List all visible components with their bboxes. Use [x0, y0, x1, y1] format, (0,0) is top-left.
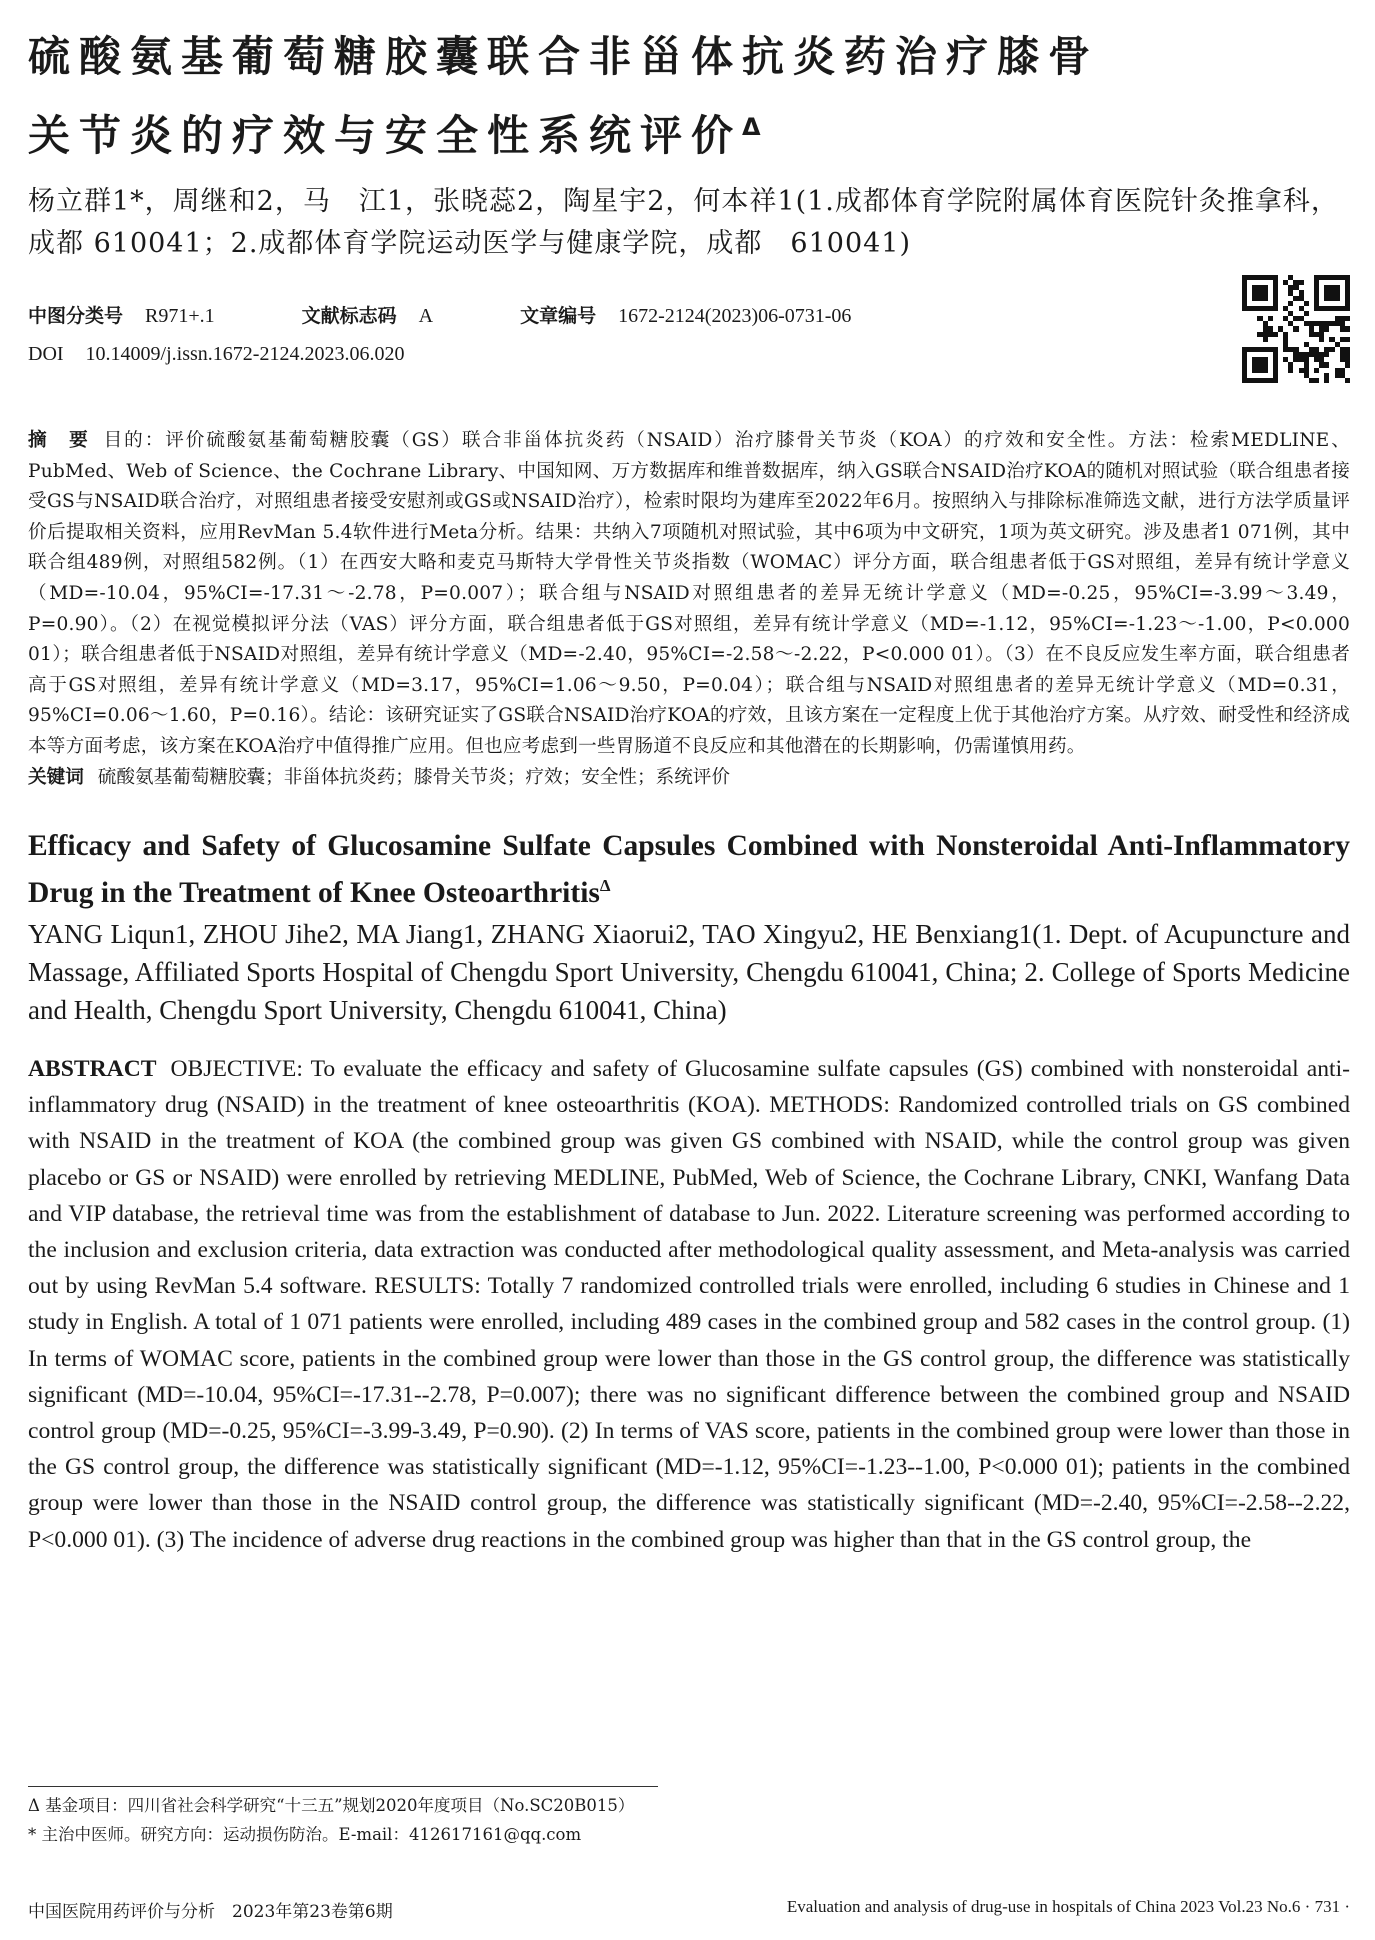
- english-abstract: [28, 1051, 1350, 1558]
- footnote-funding: Δ 基金项目：四川省社会科学研究“十三五”规划2020年度项目（No.SC20B015）: [28, 1796, 635, 1815]
- footnote-divider: [28, 1786, 658, 1787]
- chinese-title-line1: 硫酸氨基葡萄糖胶囊联合非甾体抗炎药治疗膝骨: [28, 32, 1100, 81]
- clc-label: 中图分类号: [28, 305, 124, 327]
- keywords-text: 硫酸氨基葡萄糖胶囊；非甾体抗炎药；膝骨关节炎；疗效；安全性；系统评价: [97, 766, 730, 788]
- article-no-value: 1672-2124(2023)06-0731-06: [618, 305, 852, 327]
- english-authors: YANG Liqun1, ZHOU Jihe2, MA Jiang1, ZHANG Xiaorui2, TAO Xingyu2, HE Benxiang1(1. Dept. of Acupuncture and Massage, Affiliated Sports Hospital of Chengdu Sport University, Chengdu 610041, China; 2. College of Sports Medicine and Health, Chengdu Sport University, Chengdu 610041, China): [28, 918, 1350, 1025]
- doi-label: DOI: [28, 343, 64, 365]
- english-title-text: Efficacy and Safety of Glucosamine Sulfate Capsules Combined with Nonsteroidal Anti-Inflammatory Drug in the Treatment of Knee Osteoarthritis: [28, 830, 1350, 909]
- article-no-label: 文章编号: [520, 305, 597, 327]
- meta-row-doi: [28, 335, 1350, 373]
- keywords-label: 关键词: [28, 766, 84, 788]
- english-title: [28, 827, 1350, 913]
- chinese-keywords: [28, 763, 1350, 794]
- article-meta: [28, 297, 1350, 392]
- footer-journal-cn: 中国医院用药评价与分析 2023年第23卷第6期: [28, 1902, 393, 1922]
- chinese-title-line2: 关节炎的疗效与安全性系统评价: [28, 111, 743, 160]
- chinese-abstract-text: 目的：评价硫酸氨基葡萄糖胶囊（GS）联合非甾体抗炎药（NSAID）治疗膝骨关节炎（KOA）的疗效和安全性。方法：检索MEDLINE、PubMed、Web of Science、the Cochrane Library、中国知网、万方数据库和维普数据库，纳入GS联合NSAID治疗KOA的随机对照试验（联合组患者接受GS与NSAID联合治疗，对照组患者接受安慰剂或GS或NSAID治疗），检索时限均为建库至2022年6月。按照纳入与排除标准筛选文献，进行方法学质量评价后提取相关资料，应用RevMan 5.4软件进行Meta分析。结果：共纳入7项随机对照试验，其中6项为中文研究，1项为英文研究。涉及患者1 071例，其中联合组489例，对照组582例。（1）在西安大略和麦克马斯特大学骨性关节炎指数（WOMAC）评分方面，联合组患者低于GS对照组，差异有统计学意义（MD=-10.04，95%CI=-17.31～-2.78，P=0.007）；联合组与NSAID对照组患者的差异无统计学意义（MD=-0.25，95%CI=-3.99～3.49，P=0.90）。（2）在视觉模拟评分法（VAS）评分方面，联合组患者低于GS对照组，差异有统计学意义（MD=-1.12，95%CI=-1.23～-1.00，P<0.000 01）；联合组患者低于NSAID对照组，差异有统计学意义（MD=-2.40，95%CI=-2.58～-2.22，P<0.000 01）。（3）在不良反应发生率方面，联合组患者高于GS对照组，差异有统计学意义（MD=3.17，95%CI=1.06～9.50，P=0.04）；联合组与NSAID对照组患者的差异无统计学意义（MD=0.31，95%CI=0.06～1.60，P=0.16）。结论：该研究证实了GS联合NSAID治疗KOA的疗效，且该方案在一定程度上优于其他治疗方案。从疗效、耐受性和经济成本等方面考虑，该方案在KOA治疗中值得推广应用。但也应考虑到一些胃肠道不良反应和其他潜在的长期影响，仍需谨慎用药。: [28, 430, 1350, 757]
- doi-value: 10.14009/j.issn.1672-2124.2023.06.020: [85, 343, 405, 365]
- doc-code-label: 文献标志码: [301, 305, 397, 327]
- qr-code-icon: [1242, 275, 1350, 383]
- english-title-footnote-mark: Δ: [599, 876, 611, 896]
- footnote-author: * 主治中医师。研究方向：运动损伤防治。E-mail：412617161@qq.com: [28, 1825, 582, 1844]
- article-page: [28, 22, 1350, 1558]
- chinese-title: [28, 22, 1350, 171]
- meta-row-classification: [28, 297, 1350, 335]
- english-abstract-text: OBJECTIVE: To evaluate the efficacy and safety of Glucosamine sulfate capsules (GS) combined with nonsteroidal anti-inflammatory drug (NSAID) in the treatment of knee osteoarthritis (KOA). METHODS: Randomized controlled trials on GS combined with NSAID in the treatment of KOA (the combined group was given GS combined with NSAID, while the control group was given placebo or GS or NSAID) were enrolled by retrieving MEDLINE, PubMed, Web of Science, the Cochrane Library, CNKI, Wanfang Data and VIP database, the retrieval time was from the establishment of database to Jun. 2022. Literature screening was performed according to the inclusion and exclusion criteria, data extraction was conducted after methodological quality assessment, and Meta-analysis was carried out by using RevMan 5.4 software. RESULTS: Totally 7 randomized controlled trials were enrolled, including 6 studies in Chinese and 1 study in English. A total of 1 071 patients were enrolled, including 489 cases in the combined group and 582 cases in the control group. (1) In terms of WOMAC score, patients in the combined group were lower than those in the GS control group, the difference was statistically significant (MD=-10.04, 95%CI=-17.31--2.78, P=0.007); there was no significant difference between the combined group and NSAID control group (MD=-0.25, 95%CI=-3.99-3.49, P=0.90). (2) In terms of VAS score, patients in the combined group were lower than those in the GS control group, the difference was statistically significant (MD=-1.12, 95%CI=-1.23--1.00, P<0.000 01); patients in the combined group were lower than those in the NSAID control group, the difference was statistically significant (MD=-2.40, 95%CI=-2.58--2.22, P<0.000 01). (3) The incidence of adverse drug reactions in the combined group was higher than that in the GS control group, the: [28, 1055, 1350, 1553]
- chinese-authors: 杨立群1*，周继和2，马 江1，张晓蕊2，陶星宇2，何本祥1(1.成都体育学院附属体育医院针灸推拿科，成都 610041；2.成都体育学院运动医学与健康学院，成都 610041): [28, 186, 1339, 259]
- chinese-abstract: [28, 426, 1350, 763]
- page-footer: [28, 1897, 1350, 1922]
- footer-journal-en: Evaluation and analysis of drug-use in hospitals of China 2023 Vol.23 No.6 · 731 ·: [786, 1897, 1350, 1916]
- title-footnote-mark: Δ: [742, 113, 761, 141]
- chinese-abstract-label: 摘 要: [28, 430, 90, 451]
- qr-module: [1345, 378, 1350, 383]
- doc-code-value: A: [418, 305, 434, 327]
- english-abstract-label: ABSTRACT: [28, 1055, 157, 1082]
- clc-value: R971+.1: [145, 305, 215, 327]
